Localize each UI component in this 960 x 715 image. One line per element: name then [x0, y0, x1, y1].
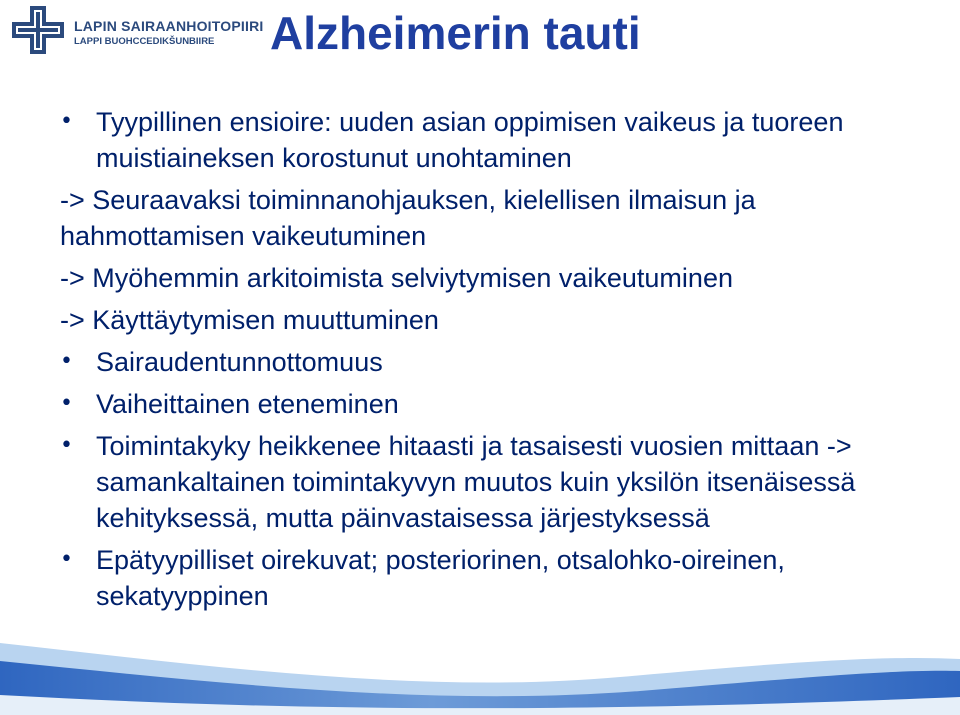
logo-subname: LAPPI BUOHCCEDIKŠUNBIIRE	[74, 36, 215, 47]
bullet-item: • Tyypillinen ensioire: uuden asian oppimisen vaikeus ja tuoreen muistiaineksen korostunut unohtaminen	[60, 104, 940, 176]
bullet-item: • Vaiheittainen eteneminen	[60, 386, 940, 422]
arrow-item: -> Seuraavaksi toiminnanohjauksen, kielellisen ilmaisun ja hahmottamisen vaikeutuminen	[60, 185, 756, 251]
bullet-item: • Epätyypilliset oirekuvat; posteriorinen, otsalohko-oireinen, sekatyyppinen	[60, 542, 940, 614]
bullet-item: • Toimintakyky heikkenee hitaasti ja tasaisesti vuosien mittaan -> samankaltainen toimintakyvyn muutos kuin yksilön itsenäisessä kehityksessä, mutta päinvastaisessa järjestyksessä	[60, 428, 940, 536]
organization-logo	[12, 4, 282, 56]
arrow-item: -> Käyttäytymisen muuttuminen	[60, 305, 439, 335]
arrow-item: -> Myöhemmin arkitoimista selviytymisen vaikeutuminen	[60, 263, 733, 293]
slide-content	[60, 104, 940, 614]
slide-title: Alzheimerin tauti	[270, 7, 641, 59]
bullet-item: • Sairaudentunnottomuus	[60, 344, 940, 380]
decorative-wave	[0, 625, 960, 715]
cross-logo-icon	[12, 6, 64, 54]
logo-name: LAPIN SAIRAANHOITOPIIRI	[74, 18, 264, 34]
